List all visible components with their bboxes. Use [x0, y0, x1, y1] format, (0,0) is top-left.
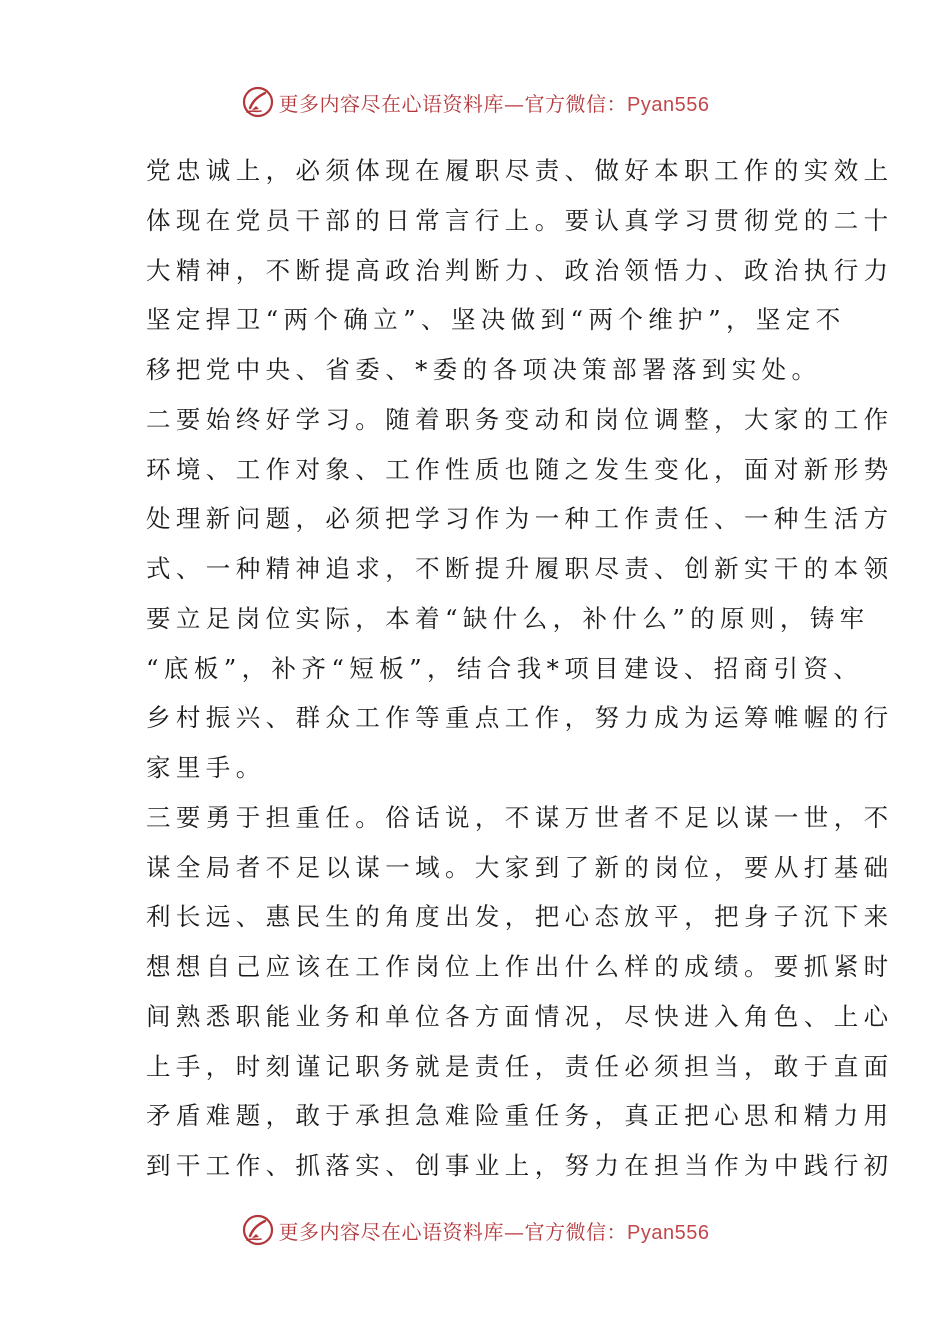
text-line: 坚定捍卫“两个确立”、坚决做到“两个维护”，坚定不	[146, 305, 846, 335]
text-line: 二要始终好学习。随着职务变动和岗位调整，大家的工作	[146, 404, 894, 434]
text-line: “底板”，补齐“短板”，结合我*项目建设、招商引资、	[146, 653, 864, 683]
pen-signature-logo-icon	[241, 1213, 275, 1247]
text-line: 要立足岗位实际，本着“缺什么，补什么”的原则，铸牢	[146, 603, 870, 633]
text-line: 三要勇于担重任。俗话说，不谋万世者不足以谋一世，不	[146, 802, 894, 832]
header-site-text: 更多内容尽在心语资料库—官方微信：	[278, 91, 628, 116]
text-line: 间熟悉职能业务和单位各方面情况，尽快进入角色、上心	[146, 1001, 894, 1031]
text-line: 矛盾难题，敢于承担急难险重任务，真正把心思和精力用	[146, 1101, 894, 1131]
text-line: 家里手。	[146, 753, 266, 782]
text-line: 大精神，不断提高政治判断力、政治领悟力、政治执行力	[146, 255, 894, 285]
header-banner-text	[279, 88, 710, 117]
footer-site-text: 更多内容尽在心语资料库—官方微信：	[278, 1219, 628, 1244]
header-wechat-id: Pyan556	[627, 93, 710, 116]
text-line: 上手，时刻谨记职务就是责任，责任必须担当，敢于直面	[146, 1051, 894, 1081]
document-body	[146, 146, 894, 1191]
text-line: 党忠诚上，必须体现在履职尽责、做好本职工作的实效上	[146, 156, 894, 185]
footer-banner-text	[279, 1216, 710, 1245]
footer-wechat-id: Pyan556	[627, 1221, 710, 1244]
text-line: 利长远、惠民生的角度出发，把心态放平，把身子沉下来	[146, 902, 894, 932]
text-line: 想想自己应该在工作岗位上作出什么样的成绩。要抓紧时	[146, 952, 894, 981]
text-line: 环境、工作对象、工作性质也随之发生变化，面对新形势	[146, 454, 894, 484]
text-line: 乡村振兴、群众工作等重点工作，努力成为运筹帷幄的行	[146, 703, 894, 733]
header-banner	[0, 82, 950, 122]
text-line: 谋全局者不足以谋一域。大家到了新的岗位，要从打基础	[146, 852, 894, 882]
text-line: 到干工作、抓落实、创事业上，努力在担当作为中践行初	[146, 1151, 894, 1180]
text-line: 处理新问题，必须把学习作为一种工作责任、一种生活方	[146, 504, 894, 534]
text-line: 体现在党员干部的日常言行上。要认真学习贯彻党的二十	[146, 205, 894, 235]
footer-banner	[0, 1210, 950, 1250]
text-line: 式、一种精神追求，不断提升履职尽责、创新实干的本领	[146, 554, 894, 583]
text-line: 移把党中央、省委、*委的各项决策部署落到实处。	[146, 355, 822, 384]
pen-signature-logo-icon	[241, 85, 275, 119]
